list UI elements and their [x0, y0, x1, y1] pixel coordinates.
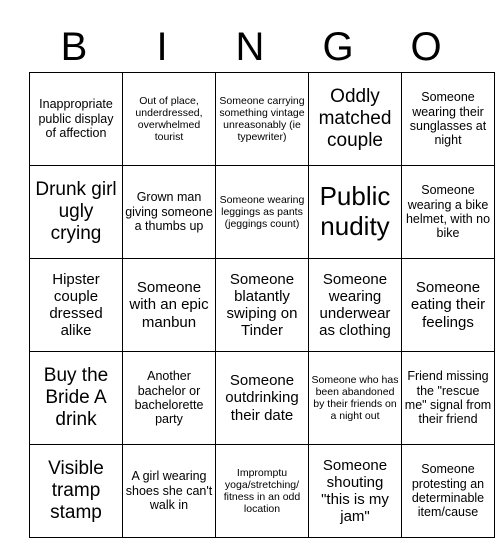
- bingo-cell[interactable]: Impromptu yoga/stretching/ fitness in an odd location: [216, 445, 309, 538]
- bingo-cell[interactable]: Inappropriate public display of affection: [30, 73, 123, 166]
- bingo-cell[interactable]: Someone blatantly swiping on Tinder: [216, 259, 309, 352]
- bingo-header: [30, 22, 470, 72]
- bingo-cell[interactable]: Someone wearing leggings as pants (jeggings count): [216, 166, 309, 259]
- bingo-row: [30, 352, 495, 445]
- header-letter-n: N: [235, 25, 265, 69]
- bingo-cell[interactable]: Out of place, underdressed, overwhelmed tourist: [123, 73, 216, 166]
- bingo-cell[interactable]: Someone carrying something vintage unreasonably (ie typewriter): [216, 73, 309, 166]
- bingo-cell[interactable]: Someone protesting an determinable item/cause: [402, 445, 495, 538]
- bingo-cell[interactable]: Someone eating their feelings: [402, 259, 495, 352]
- header-letter-i: I: [156, 25, 168, 69]
- bingo-cell[interactable]: Someone wearing underwear as clothing: [309, 259, 402, 352]
- bingo-cell[interactable]: Public nudity: [309, 166, 402, 259]
- bingo-cell[interactable]: A girl wearing shoes she can't walk in: [123, 445, 216, 538]
- bingo-grid: [29, 72, 495, 538]
- header-letter-o: O: [410, 25, 442, 69]
- bingo-cell[interactable]: Grown man giving someone a thumbs up: [123, 166, 216, 259]
- bingo-cell[interactable]: Friend missing the "rescue me" signal from their friend: [402, 352, 495, 445]
- bingo-row: [30, 73, 495, 166]
- header-letter-b: B: [60, 25, 88, 69]
- header-letter-g: G: [322, 25, 354, 69]
- bingo-cell[interactable]: Someone wearing a bike helmet, with no bike: [402, 166, 495, 259]
- bingo-cell[interactable]: Oddly matched couple: [309, 73, 402, 166]
- bingo-cell[interactable]: Drunk girl ugly crying: [30, 166, 123, 259]
- bingo-cell[interactable]: Someone shouting "this is my jam": [309, 445, 402, 538]
- bingo-row: [30, 445, 495, 538]
- bingo-cell[interactable]: Hipster couple dressed alike: [30, 259, 123, 352]
- bingo-cell[interactable]: Another bachelor or bachelorette party: [123, 352, 216, 445]
- bingo-cell[interactable]: Someone outdrinking their date: [216, 352, 309, 445]
- bingo-row: [30, 166, 495, 259]
- bingo-cell[interactable]: Someone who has been abandoned by their friends on a night out: [309, 352, 402, 445]
- bingo-cell[interactable]: Someone with an epic manbun: [123, 259, 216, 352]
- bingo-row: [30, 259, 495, 352]
- bingo-cell[interactable]: Someone wearing their sunglasses at night: [402, 73, 495, 166]
- bingo-cell[interactable]: Buy the Bride A drink: [30, 352, 123, 445]
- bingo-cell[interactable]: Visible tramp stamp: [30, 445, 123, 538]
